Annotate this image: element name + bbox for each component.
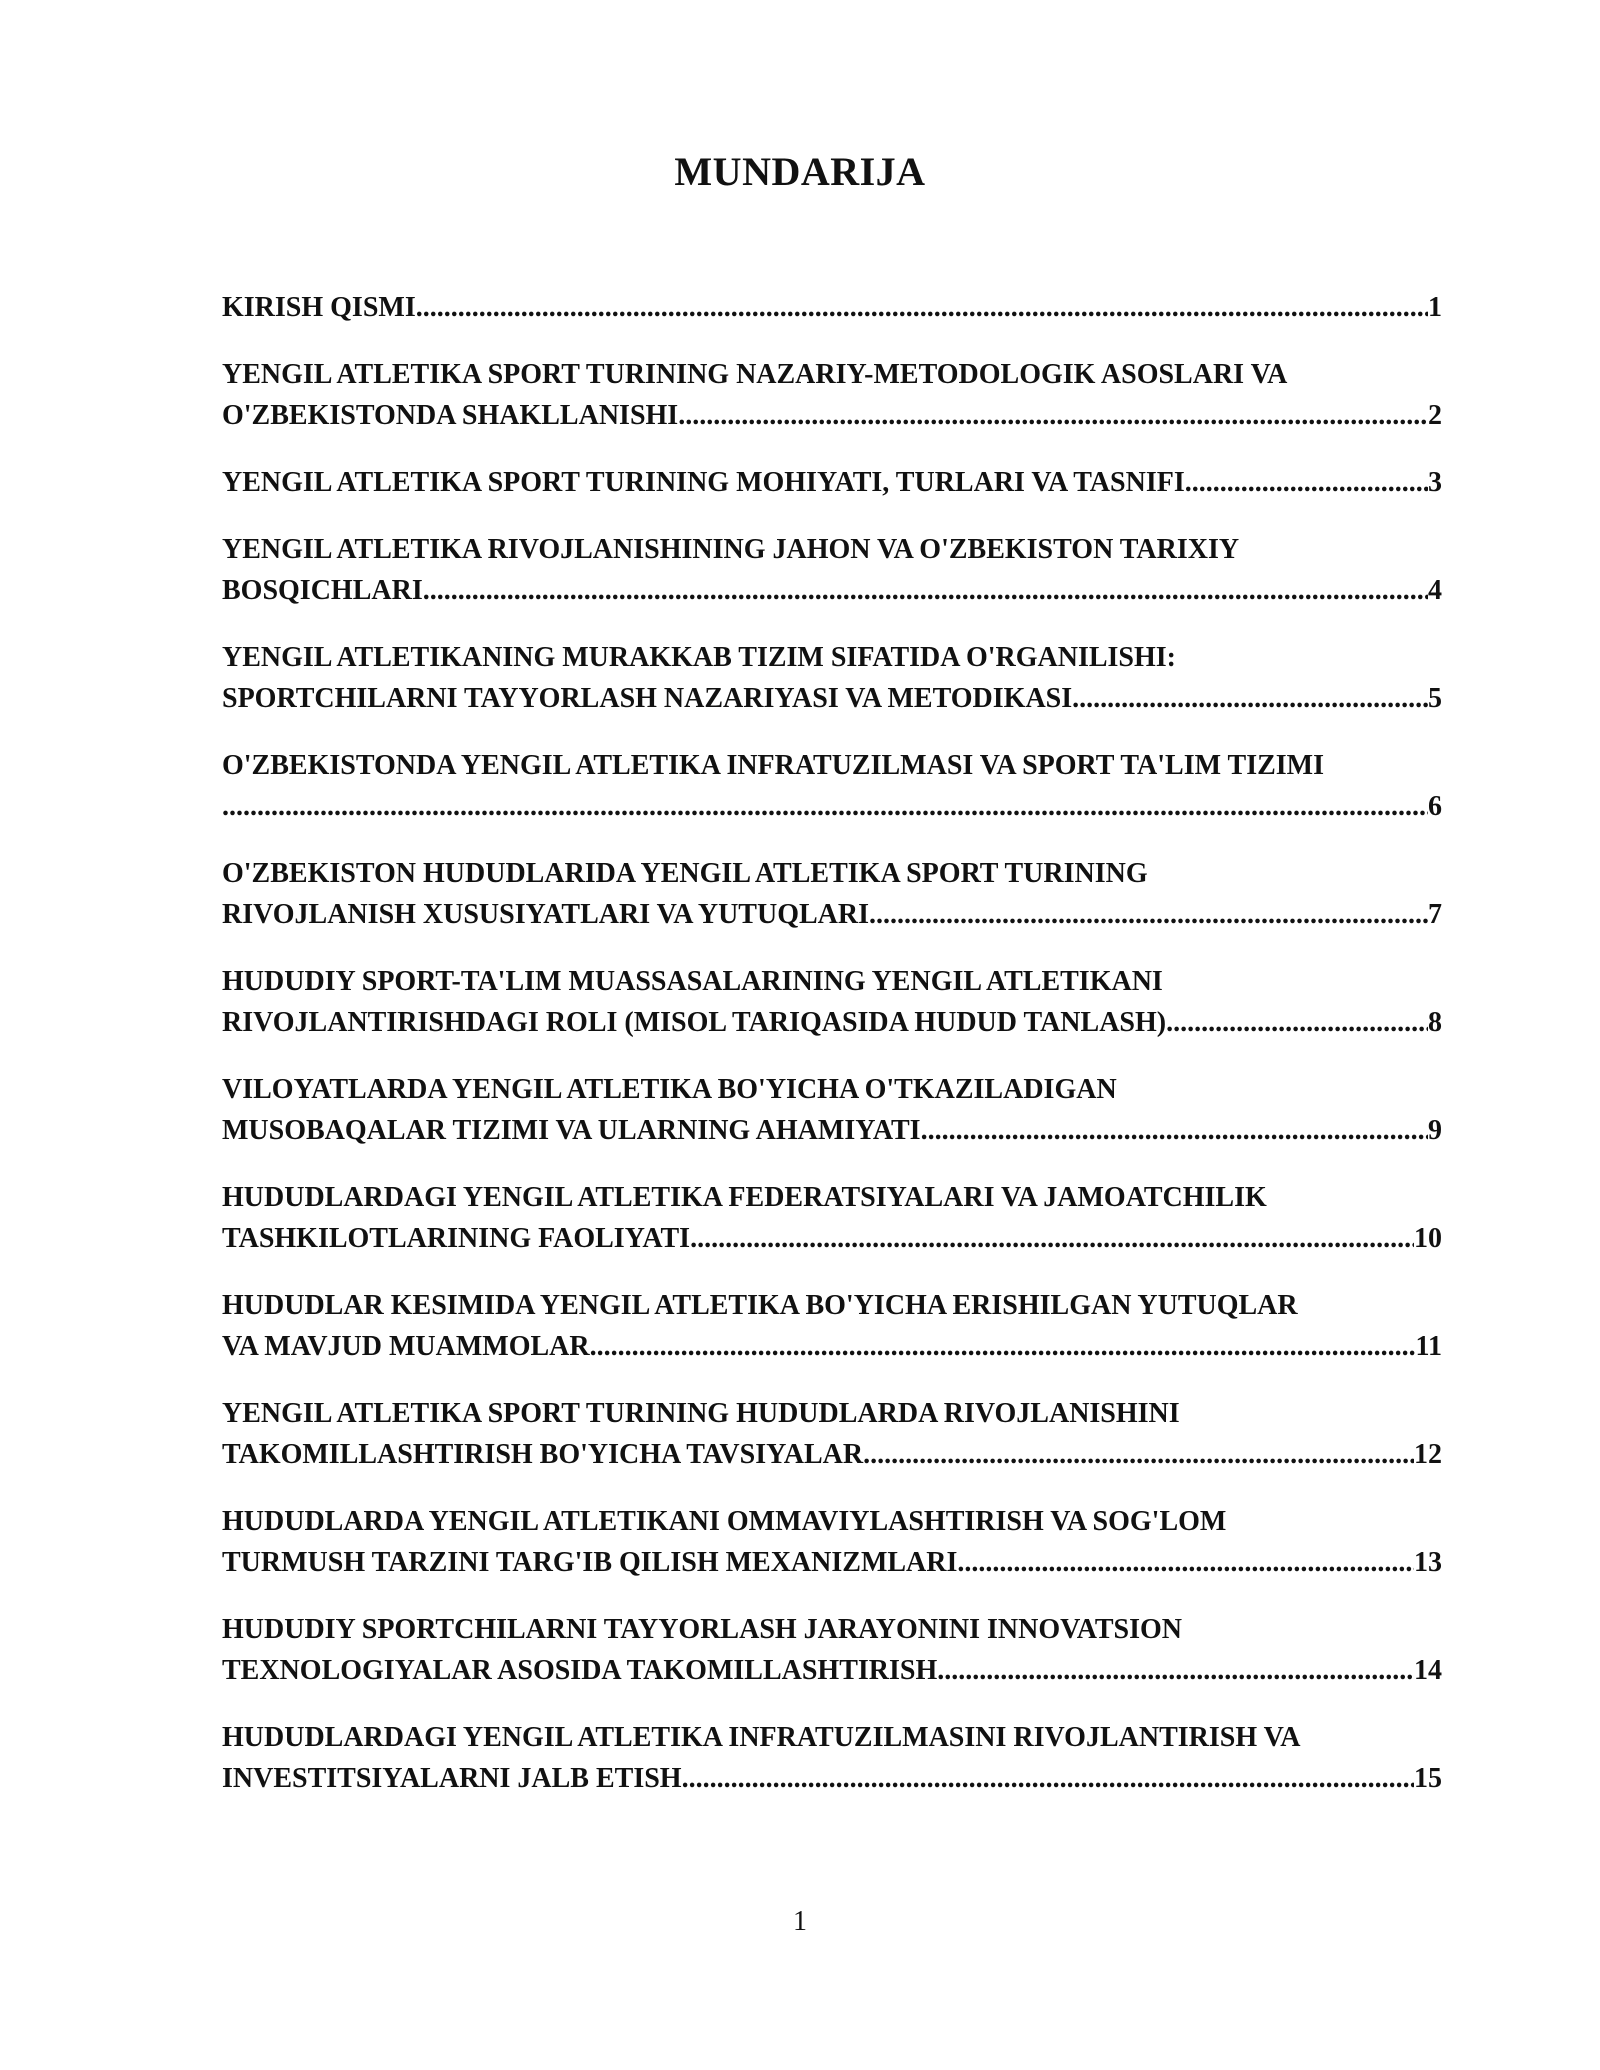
toc-entry-page-number: 15 bbox=[1414, 1763, 1442, 1794]
toc-entry-title: SPORTCHILARNI TAYYORLASH NAZARIYASI VA METODIKASI bbox=[222, 683, 1073, 714]
toc-entry[interactable] bbox=[222, 745, 1442, 827]
toc-entry-final-line bbox=[222, 786, 1442, 827]
toc-entry[interactable] bbox=[222, 853, 1442, 935]
toc-entry-title-line: O'ZBEKISTON HUDUDLARIDA YENGIL ATLETIKA SPORT TURINING bbox=[222, 858, 1148, 889]
dot-leader bbox=[1185, 462, 1428, 503]
toc-entry-final-line bbox=[222, 1110, 1442, 1151]
toc-entry-final-line bbox=[222, 1002, 1442, 1043]
toc-entry-page-number: 1 bbox=[1428, 292, 1442, 323]
toc-entry-page-number: 6 bbox=[1428, 791, 1442, 822]
toc-entry-title: RIVOJLANTIRISHDAGI ROLI (MISOL TARIQASIDA HUDUD TANLASH) bbox=[222, 1007, 1167, 1038]
toc-entry-final-line bbox=[222, 1650, 1442, 1691]
toc-entry[interactable] bbox=[222, 1609, 1442, 1691]
toc-entry-title: TASHKILOTLARINING FAOLIYATI bbox=[222, 1223, 691, 1254]
toc-entry-final-line bbox=[222, 1218, 1442, 1259]
toc-entry-final-line bbox=[222, 1758, 1442, 1799]
toc-entry[interactable] bbox=[222, 1501, 1442, 1583]
toc-entry[interactable] bbox=[222, 961, 1442, 1043]
toc-entry-title: VA MAVJUD MUAMMOLAR bbox=[222, 1331, 590, 1362]
toc-entry-title: MUSOBAQALAR TIZIMI VA ULARNING AHAMIYATI bbox=[222, 1115, 921, 1146]
toc-entry-page-number: 8 bbox=[1428, 1007, 1442, 1038]
toc-entry[interactable] bbox=[222, 287, 1442, 328]
toc-entry-title: TAKOMILLASHTIRISH BO'YICHA TAVSIYALAR bbox=[222, 1439, 864, 1470]
toc-entry-title-line: HUDUDLARDAGI YENGIL ATLETIKA FEDERATSIYALARI VA JAMOATCHILIK bbox=[222, 1182, 1267, 1213]
toc-entry-title: RIVOJLANISH XUSUSIYATLARI VA YUTUQLARI bbox=[222, 899, 869, 930]
toc-entry-title-line: YENGIL ATLETIKA SPORT TURINING HUDUDLARDA RIVOJLANISHINI bbox=[222, 1398, 1180, 1429]
toc-entry[interactable] bbox=[222, 1393, 1442, 1475]
dot-leader bbox=[590, 1326, 1416, 1367]
toc-entry-title-line: YENGIL ATLETIKA SPORT TURINING NAZARIY-METODOLOGIK ASOSLARI VA bbox=[222, 359, 1288, 390]
dot-leader bbox=[416, 287, 1428, 328]
toc-entry-final-line bbox=[222, 462, 1442, 503]
toc-entry-title-line: VILOYATLARDA YENGIL ATLETIKA BO'YICHA O'TKAZILADIGAN bbox=[222, 1074, 1117, 1105]
toc-entry-title: YENGIL ATLETIKA SPORT TURINING MOHIYATI, TURLARI VA TASNIFI bbox=[222, 467, 1185, 498]
toc-entry-final-line bbox=[222, 1326, 1442, 1367]
toc-entry-title-line: HUDUDLARDA YENGIL ATLETIKANI OMMAVIYLASHTIRISH VA SOG'LOM bbox=[222, 1506, 1227, 1537]
dot-leader bbox=[921, 1110, 1428, 1151]
toc-entry-page-number: 9 bbox=[1428, 1115, 1442, 1146]
toc-entry-page-number: 4 bbox=[1428, 575, 1442, 606]
dot-leader bbox=[690, 1218, 1414, 1259]
toc-entry-title-line: HUDUDLAR KESIMIDA YENGIL ATLETIKA BO'YICHA ERISHILGAN YUTUQLAR bbox=[222, 1290, 1298, 1321]
dot-leader bbox=[682, 1758, 1414, 1799]
toc-entry[interactable] bbox=[222, 1177, 1442, 1259]
toc-entry-final-line bbox=[222, 1542, 1442, 1583]
dot-leader bbox=[222, 786, 1428, 827]
dot-leader bbox=[1072, 678, 1428, 719]
toc-entry-page-number: 12 bbox=[1414, 1439, 1442, 1470]
toc-entry-final-line bbox=[222, 1434, 1442, 1475]
toc-entry-title: INVESTITSIYALARNI JALB ETISH bbox=[222, 1763, 682, 1794]
dot-leader bbox=[869, 894, 1428, 935]
toc-entry-final-line bbox=[222, 395, 1442, 436]
toc-entry-page-number: 10 bbox=[1414, 1223, 1442, 1254]
toc-entry-final-line bbox=[222, 570, 1442, 611]
toc-entry-final-line bbox=[222, 287, 1442, 328]
toc-entry-title: TEXNOLOGIYALAR ASOSIDA TAKOMILLASHTIRISH bbox=[222, 1655, 938, 1686]
toc-entry[interactable] bbox=[222, 462, 1442, 503]
toc-entry-page-number: 2 bbox=[1428, 400, 1442, 431]
dot-leader bbox=[863, 1434, 1414, 1475]
toc-entry-title: O'ZBEKISTONDA SHAKLLANISHI bbox=[222, 400, 679, 431]
toc-entry-title: TURMUSH TARZINI TARG'IB QILISH MEXANIZMLARI bbox=[222, 1547, 958, 1578]
toc-entry-page-number: 13 bbox=[1414, 1547, 1442, 1578]
toc-entry[interactable] bbox=[222, 529, 1442, 611]
table-of-contents bbox=[222, 287, 1442, 1825]
page-title: MUNDARIJA bbox=[674, 149, 926, 194]
toc-entry-final-line bbox=[222, 894, 1442, 935]
toc-entry-final-line bbox=[222, 678, 1442, 719]
toc-entry-page-number: 5 bbox=[1428, 683, 1442, 714]
page-number: 1 bbox=[793, 1906, 807, 1937]
toc-entry-title-line: YENGIL ATLETIKANING MURAKKAB TIZIM SIFATIDA O'RGANILISHI: bbox=[222, 642, 1176, 673]
toc-entry-title-line: HUDUDIY SPORT-TA'LIM MUASSASALARINING YENGIL ATLETIKANI bbox=[222, 966, 1163, 997]
toc-entry-page-number: 7 bbox=[1428, 899, 1442, 930]
toc-entry[interactable] bbox=[222, 354, 1442, 436]
toc-entry[interactable] bbox=[222, 637, 1442, 719]
dot-leader bbox=[423, 570, 1428, 611]
toc-entry[interactable] bbox=[222, 1717, 1442, 1799]
toc-entry-title-line: HUDUDLARDAGI YENGIL ATLETIKA INFRATUZILMASINI RIVOJLANTIRISH VA bbox=[222, 1722, 1301, 1753]
toc-entry-page-number: 14 bbox=[1414, 1655, 1442, 1686]
toc-entry-title-line: HUDUDIY SPORTCHILARNI TAYYORLASH JARAYONINI INNOVATSION bbox=[222, 1614, 1183, 1645]
dot-leader bbox=[1166, 1002, 1428, 1043]
toc-entry-page-number: 3 bbox=[1428, 467, 1442, 498]
toc-entry-title: BOSQICHLARI bbox=[222, 575, 423, 606]
toc-entry[interactable] bbox=[222, 1069, 1442, 1151]
toc-entry-title: KIRISH QISMI bbox=[222, 292, 416, 323]
toc-entry-title-line: O'ZBEKISTONDA YENGIL ATLETIKA INFRATUZILMASI VA SPORT TA'LIM TIZIMI bbox=[222, 750, 1324, 781]
dot-leader bbox=[957, 1542, 1414, 1583]
toc-entry[interactable] bbox=[222, 1285, 1442, 1367]
dot-leader bbox=[937, 1650, 1414, 1691]
toc-entry-page-number: 11 bbox=[1415, 1331, 1442, 1362]
toc-entry-title-line: YENGIL ATLETIKA RIVOJLANISHINING JAHON VA O'ZBEKISTON TARIXIY bbox=[222, 534, 1240, 565]
dot-leader bbox=[678, 395, 1428, 436]
